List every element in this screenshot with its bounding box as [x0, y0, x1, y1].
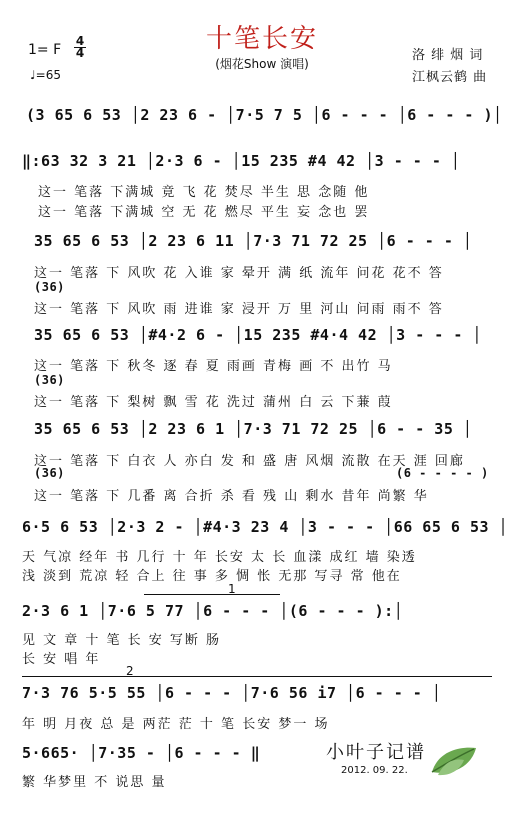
row1-lyrics-verse2: 这一 笔落 下满城 空 无 花 燃尽 平生 妄 念也 罢	[38, 205, 370, 220]
time-signature-bottom: 4	[75, 46, 85, 60]
row3-lyrics-verse1: 这一 笔落 下 秋冬 逐 春 夏 雨画 青梅 画 不 出竹 马	[34, 359, 393, 374]
intro-notes: (3 65 6 53 │2 23 6 - │7·5 7 5 │6 - - - │6 - - - )│	[26, 106, 503, 124]
volta-1-number: 1	[228, 582, 236, 596]
row5-lyrics-verse2: 浅 淡到 荒凉 轻 合上 往 事 多 惆 怅 无那 写寻 常 他在	[22, 569, 402, 584]
time-signature	[74, 36, 86, 59]
row7-lyrics-verse1: 年 明 月夜 总 是 两茫 茫 十 笔 长安 梦一 场	[22, 717, 330, 732]
row3-alt-notes: (36)	[34, 373, 65, 387]
row2-notes: 35 65 6 53 │2 23 6 11 │7·3 71 72 25 │6 - - - │	[34, 232, 473, 250]
row2-alt-notes: (36)	[34, 280, 65, 294]
volta-2-number: 2	[126, 664, 134, 678]
row8-notes: 5·665· │7·35 - │6 - - - ‖	[22, 744, 261, 762]
transcriber-signature: 小叶子记谱	[326, 742, 426, 763]
volta-1-bracket	[144, 594, 280, 595]
row4-lyrics-verse2: 这一 笔落 下 几番 离 合折 杀 看 残 山 剩水 昔年 尚繁 华	[34, 489, 429, 504]
row1-notes: ‖:63 32 3 21 │2·3 6 - │15 235 #4 42 │3 - - - │	[22, 152, 461, 170]
row6-lyrics-verse2: 长 安 唱 年	[22, 652, 101, 667]
song-title: 十笔长安	[205, 24, 318, 54]
row4-notes: 35 65 6 53 │2 23 6 1 │7·3 71 72 25 │6 - - 35 │	[34, 420, 473, 438]
row3-notes: 35 65 6 53 │#4·2 6 - │15 235 #4·4 42 │3 - - - │	[34, 326, 482, 344]
row3-lyrics-verse2: 这一 笔落 下 梨树 飘 雪 花 洗过 蒲州 白 云 下蒹 葭	[34, 395, 393, 410]
row5-lyrics-verse1: 天 气凉 经年 书 几行 十 年 长安 太 长 血漾 成红 墙 染透	[22, 550, 417, 565]
volta-2-bracket	[22, 676, 492, 677]
row8-lyrics-verse1: 繁 华梦里 不 说思 量	[22, 775, 167, 790]
tempo-marking: ♩=65	[30, 68, 61, 82]
row2-lyrics-verse1: 这一 笔落 下 风吹 花 入谁 家 晕开 满 纸 流年 问花 花不 答	[34, 266, 444, 281]
row2-lyrics-verse2: 这一 笔落 下 风吹 雨 进谁 家 浸开 万 里 河山 问雨 雨不 答	[34, 302, 444, 317]
composer-credit: 江枫云鹤 曲	[412, 70, 488, 85]
row4-alt-notes-2: (6 - - - - )	[396, 466, 489, 480]
row4-alt-notes: (36)	[34, 466, 65, 480]
row4-lyrics-verse1: 这一 笔落 下 白衣 人 亦白 发 和 盛 唐 风烟 流散 在天 涯 回廊	[34, 454, 465, 469]
transcription-date: 2012. 09. 22.	[341, 765, 408, 776]
row7-notes: 7·3 76 5·5 55 │6 - - - │7·6 56 i7 │6 - - - │	[22, 684, 442, 702]
row6-notes: 2·3 6 1 │7·6 5 77 │6 - - - │(6 - - - ):│	[22, 602, 404, 620]
row6-lyrics-verse1: 见 文 章 十 笔 长 安 写断 肠	[22, 633, 222, 648]
key-signature: 1= F	[28, 42, 62, 58]
row1-lyrics-verse1: 这一 笔落 下满城 竟 飞 花 焚尽 半生 思 念随 他	[38, 185, 370, 200]
song-subtitle: (烟花Show 演唱)	[215, 57, 309, 71]
lyricist-credit: 洛 绯 烟 词	[412, 48, 484, 63]
tea-leaf-icon	[428, 742, 480, 778]
row5-notes: 6·5 6 53 │2·3 2 - │#4·3 23 4 │3 - - - │66 65 6 53 │	[22, 518, 509, 536]
time-signature-top: 4	[75, 34, 85, 48]
